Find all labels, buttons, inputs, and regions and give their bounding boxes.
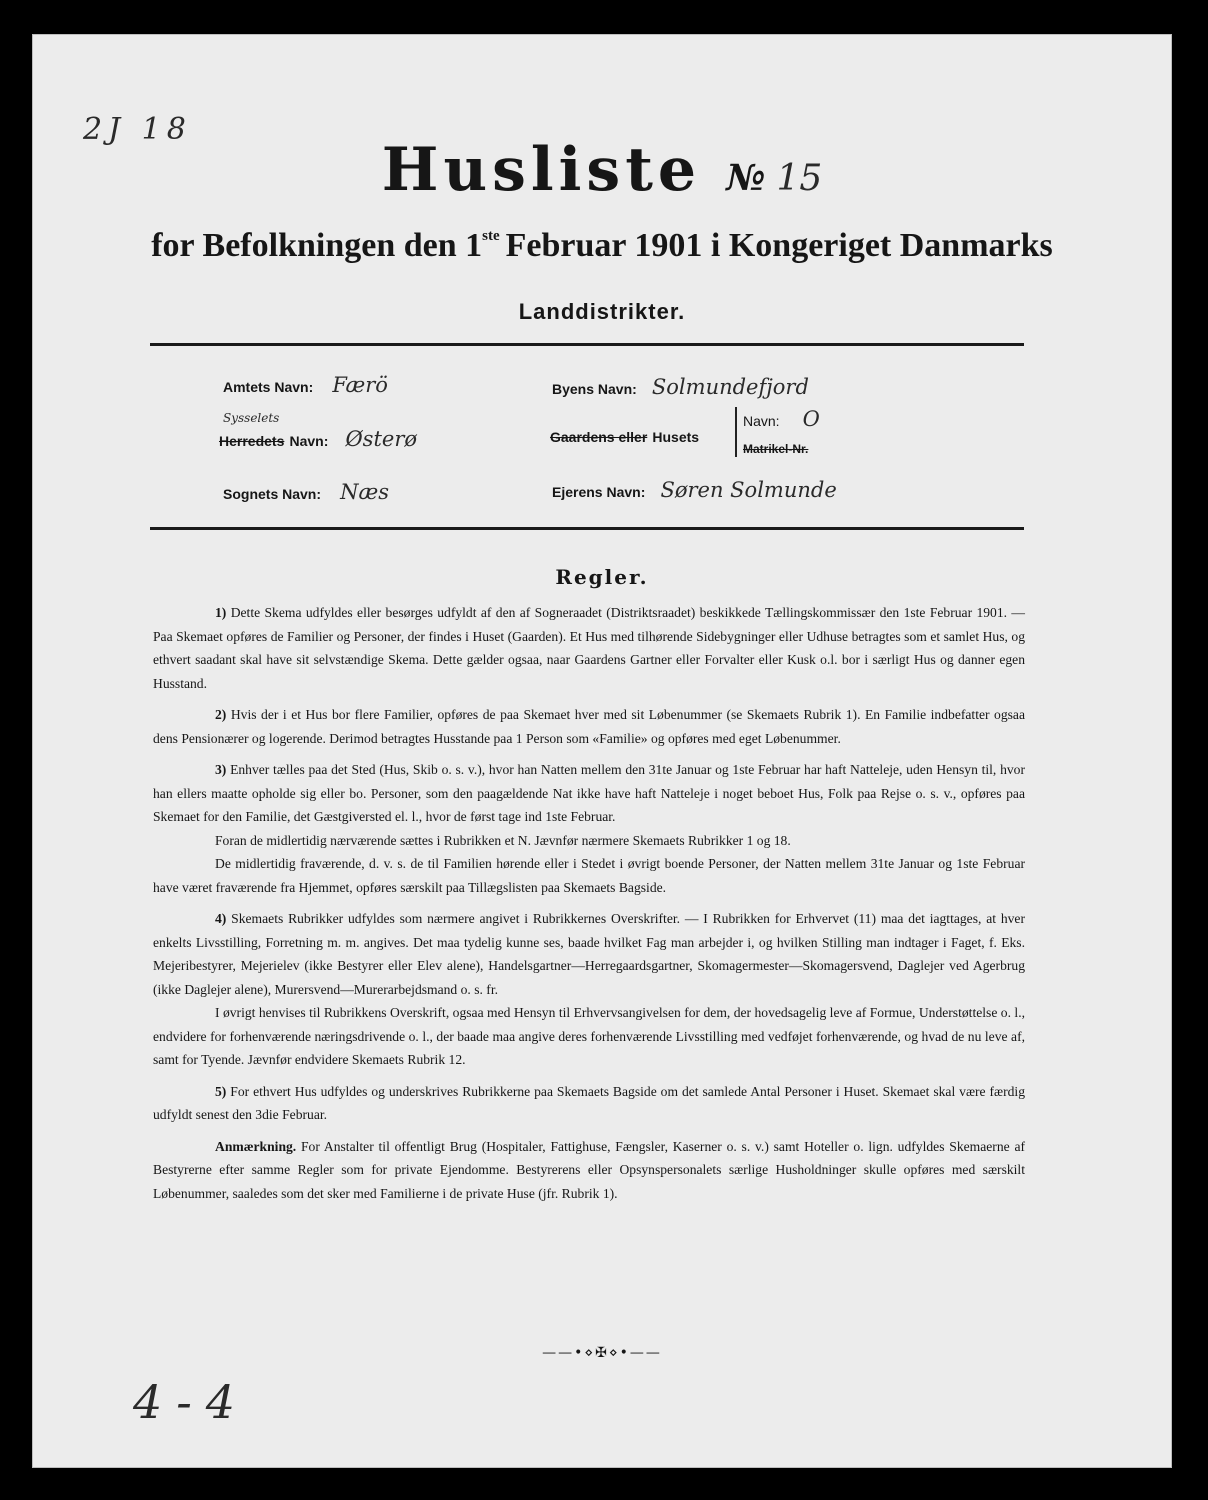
rule-3-text: Enhver tælles paa det Sted (Hus, Skib o. s. v.), hvor han Natten mellem den 31te Januar og 1ste Februar har haft Natteleje, uden Hensyn til, hvor han ellers maatte opholde sig eller bo. Personer, som den paagældende Nat ikke have haft Natteleje i noget beboet Hus, Folk paa Rejse o. s. v., opføres paa Skemaet for den Familie, det Gæstgiversted el. l., hvor de først tage ind 1ste Februar.: [153, 762, 1025, 824]
navn-field: [743, 407, 820, 431]
rule-3c: De midlertidig fraværende, d. v. s. de til Familien hørende eller i Stedet i øvrigt boende Personer, der Natten mellem 31te Januar og 1ste Februar have været fraværende fra Hjemmet, opføres særskilt paa Tillægslisten paa Skemaets Bagside.: [153, 856, 1025, 895]
rule-2-num: 2): [215, 707, 227, 722]
rules-body: [153, 601, 1025, 1213]
rule-1: [153, 601, 1025, 695]
herred-struck: Herredets: [219, 433, 285, 449]
navn-label: Navn:: [743, 413, 780, 429]
rule-4b: I øvrigt henvises til Rubrikkens Overskrift, ogsaa med Hensyn til Erhvervsangivelsen for dem, der hovedsagelig leve af Formue, Understøttelse o. l., endvidere for forhenværende næringsdrivende o. l., der baade maa angive deres forhenværende Livsstilling med vedføjet forhenværende, og hvad de nu leve af, samt for Tyende. Jævnfør endvidere Skemaets Rubrik 12.: [153, 1005, 1025, 1067]
herred-value: Østerø: [345, 427, 418, 451]
matrikel-field: [743, 438, 808, 457]
census-form-page: [32, 34, 1172, 1468]
form-subtitle: [33, 227, 1171, 265]
gaard-field: [550, 427, 699, 446]
subtitle-pre: for Befolkningen den 1: [151, 227, 483, 264]
rule-4-text: Skemaets Rubrikker udfyldes som nærmere angivet i Rubrikkernes Overskrifter. — I Rubrikken for Erhvervet (11) maa det iagttages, at hver enkelts Livsstilling, Forretning m. m. angives. Det maa tydelig kunne ses, baade hvilket Fag man arbejder i, og hvilken Stilling man indtager i Faget, f. Eks. Mejeribestyrer, Mejerielev (ikke Bestyrer eller Elev alene), Handelsgartner—Herregaardsgartner, Skomagermester—Skomagersvend, Daglejer ved Agerbrug (ikke Daglejer alene), Murersvend—Murerarbejdsmand o. s. fr.: [153, 911, 1025, 997]
handwritten-note: 4-4: [133, 1375, 250, 1429]
ejer-field: [552, 478, 837, 502]
rules-heading: Regler.: [555, 565, 649, 589]
rule-3-num: 3): [215, 762, 227, 777]
note-text: For Anstalter til offentligt Brug (Hospitaler, Fattighuse, Fængsler, Kaserner o. s. v.) samt Hoteller o. lign. udfyldes Skemaerne af Bestyrerne efter samme Regler som for private Ejendomme. Bestyrerens eller Opsynspersonalets særlige Husholdninger skulle opføres med særskilt Løbenummer, saaledes som det sker med Familierne i de private Huse (jfr. Rubrik 1).: [153, 1138, 1025, 1201]
sogn-value: Næs: [340, 480, 389, 504]
subtitle-sup: ste: [482, 228, 500, 244]
matrikel-struck: Matrikel-Nr.: [743, 442, 809, 456]
archive-mark: 2J 18: [83, 112, 192, 147]
gaard-struck: Gaardens eller: [550, 429, 648, 445]
form-title: [33, 135, 1171, 205]
navn-value: O: [802, 407, 820, 431]
ejer-value: Søren Solmunde: [660, 478, 837, 502]
rule-2-text: Hvis der i et Hus bor flere Familier, opføres de paa Skemaet hver med sit Løbenummer (se Skemaets Rubrik 1). En Familie indbefatter ogsaa dens Pensionærer og logerende. Derimod betragtes Husstande paa 1 Person som «Familie» og opføres med eget Løbenummer.: [153, 707, 1026, 746]
rule-1-num: 1): [215, 605, 227, 620]
by-value: Solmundefjord: [651, 375, 809, 399]
form-number: 15: [776, 158, 823, 199]
district-heading: Landdistrikter.: [518, 299, 686, 324]
note-label: Anmærkning.: [215, 1138, 297, 1154]
divider-top: [150, 343, 1024, 346]
herred-field: [219, 427, 417, 451]
note: [153, 1135, 1025, 1206]
rule-4-num: 4): [215, 911, 227, 926]
rule-1-text: Dette Skema udfyldes eller besørges udfyldt af den af Sogneraadet (Distriktsraadet) beskikkede Tællingskommissær den 1ste Februar 1901. — Paa Skemaet opføres de Familier og Personer, der findes i Huset (Gaarden). Et Hus med tilhørende Sidebygninger eller Udhuse betragtes som et samlet Hus, og ethvert saadant skal have sit selvstændige Skema. Dette gælder ogsaa, naar Gaardens Gartner eller Forvalter eller Kusk o.l. bor i særligt Hus og danner egen Husstand.: [153, 605, 1026, 691]
rule-3b: Foran de midlertidig nærværende sættes i Rubrikken et N. Jævnfør nærmere Skemaets Rubrikker 1 og 18.: [215, 832, 791, 848]
amt-field: [223, 373, 388, 397]
amt-value: Færö: [332, 373, 388, 397]
title-text: Husliste: [381, 135, 702, 205]
number-sign: №: [726, 157, 766, 199]
sogn-field: [223, 480, 389, 504]
herred-handwritten: Sysselets: [223, 411, 280, 425]
bracket-line: [735, 407, 737, 457]
herred-label: Navn:: [289, 433, 329, 449]
rule-3: [153, 758, 1025, 829]
rule-5-num: 5): [215, 1083, 227, 1099]
subtitle-post: Februar 1901 i Kongeriget Danmarks: [505, 227, 1053, 264]
rule-5-text: For ethvert Hus udfyldes og underskrives Rubrikkerne paa Skemaets Bagside om det samlede Antal Personer i Huset. Skemaet skal være færdig udfyldt senest den 3die Februar.: [153, 1083, 1025, 1122]
rule-5: [153, 1080, 1025, 1127]
divider-bottom: [150, 527, 1024, 530]
sogn-label: Sognets Navn:: [223, 486, 322, 502]
by-field: [552, 375, 809, 399]
by-label: Byens Navn:: [552, 381, 637, 397]
rule-2: [153, 703, 1025, 750]
amt-label: Amtets Navn:: [223, 379, 314, 395]
husets-label: Husets: [652, 429, 700, 445]
ejer-label: Ejerens Navn:: [552, 484, 646, 500]
ornament: ——•⋄✠⋄•——: [542, 1345, 662, 1361]
rule-4: [153, 907, 1025, 1001]
